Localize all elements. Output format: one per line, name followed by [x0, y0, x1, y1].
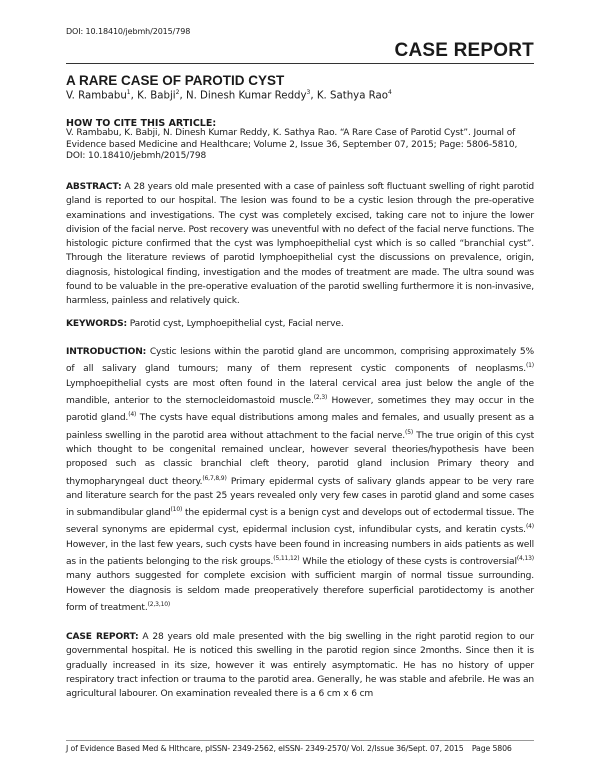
- text-run: The cysts have equal distributions among males and females, and usually present as a painless swelling in the parotid area without attachment to the facial nerve.: [66, 413, 534, 441]
- text-run: the epidermal cyst is a benign cyst and develops out of ectodermal tissue. The several synonyms are epidermal cyst, epidermal inclusion cyst, infundibular cysts, and keratin cysts.: [66, 508, 534, 536]
- text-run: The true origin of this cyst which thought to be congenital remained unclear, however several theories/hypothesis have been proposed such as classic branchial cleft theory, parotid gland inclusion Primary theory and thymopharyngeal duct theory.: [66, 430, 534, 487]
- abstract-label: ABSTRACT:: [66, 182, 122, 192]
- introduction-section: [66, 345, 534, 615]
- text-run: Lymphoepithelial cysts are most often found in the lateral cervical area just below the angle of the mandible, anterior to the sternocleidomastoid muscle.: [66, 378, 534, 406]
- citation-ref: (1): [525, 362, 534, 370]
- author-affiliation-mark: 4: [388, 89, 392, 96]
- author-name: N. Dinesh Kumar Reddy: [185, 90, 307, 102]
- footer-rule: [66, 740, 534, 741]
- case-report-label: CASE REPORT:: [66, 632, 139, 642]
- header-rule: [66, 63, 534, 64]
- keywords-section: [66, 317, 534, 331]
- report-type-heading: CASE REPORT: [394, 40, 534, 61]
- author-name: K. Sathya Rao: [316, 90, 389, 102]
- citation-ref: (10): [170, 506, 183, 514]
- footer-page-number: Page 5806: [471, 744, 512, 753]
- citation-heading: HOW TO CITE THIS ARTICLE:: [66, 118, 217, 129]
- citation-ref: (2,3): [313, 393, 328, 401]
- text-run: many authors suggested for complete excision with sufficient margin of normal tissue surrounding. However the diagnosis is seldom made preoperatively therefore superficial parotidectomy is another form of treatment.: [66, 571, 534, 614]
- article-title: A RARE CASE OF PAROTID CYST: [66, 73, 285, 88]
- text-run: Cystic lesions within the parotid gland are uncommon, comprising approximately 5% of all salivary gland tumours; many of them represent cystic components of neoplasms.: [66, 347, 534, 375]
- footer-journal-info: J of Evidence Based Med & Hlthcare, pISSN- 2349-2562, eISSN- 2349-2570/ Vol. 2/Issue 36/Sept. 07, 2015: [66, 744, 464, 753]
- introduction-text: [66, 347, 534, 613]
- author-affiliation-mark: 3: [306, 89, 311, 96]
- case-report-section: [66, 630, 534, 701]
- page-footer: [66, 744, 534, 753]
- citation-ref: (4,13): [516, 555, 534, 563]
- author-name: K. Babji: [137, 90, 176, 102]
- author-affiliation-mark: 2: [175, 89, 180, 96]
- text-run: However, sometimes they may occur in the parotid gland.: [66, 395, 535, 424]
- case-report-text: A 28 years old male presented with the big swelling in the right parotid region to our governmental hospital. He is noticed this swelling in the parotid region since 2months. Since then it is gradually increased in its size, however it was entirely asymptomatic. He has no history of upper respiratory tract infection or trauma to the parotid area. Generally, he was stable and afebrile. He was an agricultural labourer. On examination revealed there is a 6 cm x 6 cm: [66, 632, 534, 700]
- text-run: While the etiology of these cysts is controversial: [299, 557, 517, 568]
- citation-ref: (5,11,12): [273, 555, 300, 563]
- keywords-label: KEYWORDS:: [66, 319, 127, 329]
- citation-ref: (4): [128, 411, 137, 419]
- author-name: V. Rambabu: [66, 90, 127, 102]
- author-affiliation-mark: 1: [126, 89, 131, 96]
- citation-ref: (2,3,10): [147, 601, 171, 608]
- author-list: V. Rambabu$^1$, K. Babji$^2$, N. Dinesh Kumar Reddy$^3$, K. Sathya Rao$^4$: [66, 89, 392, 102]
- abstract-section: [66, 180, 534, 309]
- keywords-text: Parotid cyst, Lymphoepithelial cyst, Facial nerve.: [129, 319, 344, 329]
- abstract-text: A 28 years old male presented with a case of painless soft fluctuant swelling of right parotid gland is reported to our hospital. The lesion was found to be a cystic lesion through the pre-operative examinations and investigations. The cyst was completely excised, taking care not to injure the lower division of the facial nerve. Post recovery was uneventful with no defect of the facial nerve functions. The histologic picture confirmed that the cyst was lymphoepithelial cyst which is so called “branchial cyst”. Through the literature reviews of parotid lymphoepithelial cyst the discussions on prevalence, origin, diagnosis, histological finding, investigation and the modes of treatment are made. The ultra sound was found to be valuable in the pre-operative evaluation of the parotid swelling furthermore it is non-invasive, harmless, painless and relatively quick.: [66, 182, 534, 307]
- citation-ref: (4): [525, 523, 534, 531]
- text-run: Primary epidermal cysts of salivary glands appear to be very rare and literature search for the past 25 years revealed only very few cases in parotid gland and some cases in submandibular gland: [66, 476, 534, 519]
- doi-line: DOI: 10.18410/jebmh/2015/798: [66, 27, 191, 36]
- citation-ref: (5): [405, 428, 414, 436]
- introduction-label: INTRODUCTION:: [66, 347, 147, 357]
- citation-ref: (6,7,8,9): [202, 474, 227, 482]
- citation-text: V. Rambabu, K. Babji, N. Dinesh Kumar Reddy, K. Sathya Rao. “A Rare Case of Parotid Cyst”. Journal of Evidence based Medicine and Healthcare; Volume 2, Issue 36, September 07, 2015; Page: 5806-5810, DOI: 10.18410/jebmh/2015/798: [66, 128, 518, 161]
- text-run: However, in the last few years, such cysts have been found in increasing numbers in aids patients as well as in the patients belonging to the risk groups.: [66, 539, 534, 568]
